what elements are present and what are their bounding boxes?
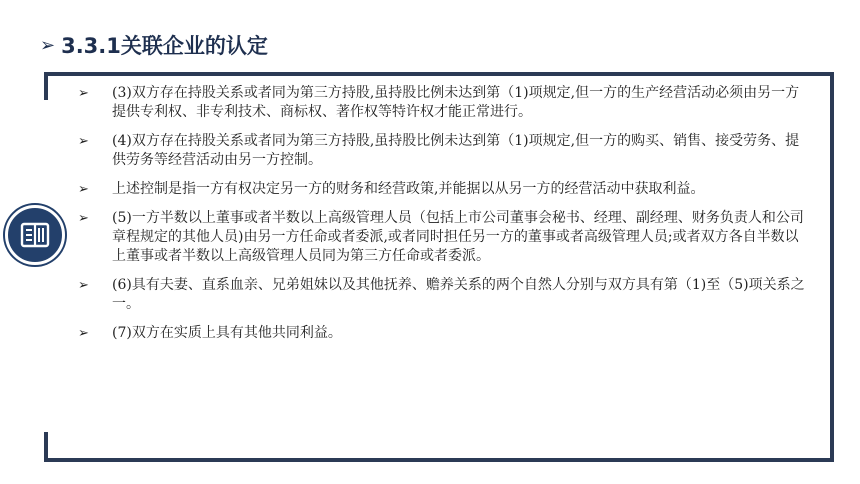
bullet-arrow-icon: ➢ bbox=[78, 278, 89, 293]
list-item-text: (5)一方半数以上董事或者半数以上高级管理人员（包括上市公司董事会秘书、经理、副经理、财务负责人和公司章程规定的其他人员)由另一方任命或者委派,或者同时担任另一方的董事或者高级管理人员;或者双方各自半数以上董事或者半数以上高级管理人员同为第三方任命或者委派。 bbox=[112, 210, 804, 264]
book-icon bbox=[5, 205, 65, 265]
bullet-arrow-icon: ➢ bbox=[78, 86, 89, 101]
list-item bbox=[78, 132, 808, 170]
frame-left-bottom-border bbox=[44, 432, 48, 462]
content-list bbox=[78, 84, 808, 353]
list-item bbox=[78, 84, 808, 122]
frame-right-border bbox=[830, 72, 834, 462]
bullet-arrow-icon: ➢ bbox=[78, 182, 89, 197]
list-item-text: (7)双方在实质上具有其他共同利益。 bbox=[112, 325, 342, 341]
list-item bbox=[78, 209, 808, 266]
title-text: 3.3.1关联企业的认定 bbox=[61, 34, 268, 58]
bullet-arrow-icon: ➢ bbox=[78, 134, 89, 149]
frame-bottom-border bbox=[44, 458, 834, 462]
frame-left-top-border bbox=[44, 72, 48, 100]
list-item bbox=[78, 180, 808, 199]
list-item-text: (4)双方存在持股关系或者同为第三方持股,虽持股比例未达到第（1)项规定,但一方的购买、销售、接受劳务、提供劳务等经营活动由另一方控制。 bbox=[112, 133, 800, 168]
bullet-arrow-icon: ➢ bbox=[78, 326, 89, 341]
list-item-text: 上述控制是指一方有权决定另一方的财务和经营政策,并能据以从另一方的经营活动中获取利益。 bbox=[112, 181, 705, 197]
list-item bbox=[78, 276, 808, 314]
bullet-arrow-icon: ➢ bbox=[78, 211, 89, 226]
title-arrow-icon: ➢ bbox=[40, 34, 56, 56]
slide-title bbox=[40, 30, 268, 60]
frame-top-border bbox=[44, 72, 834, 76]
list-item-text: (3)双方存在持股关系或者同为第三方持股,虽持股比例未达到第（1)项规定,但一方的生产经营活动必须由另一方提供专利权、非专利技术、商标权、著作权等特许权才能正常进行。 bbox=[112, 85, 800, 120]
list-item-text: (6)具有夫妻、直系血亲、兄弟姐妹以及其他抚养、赡养关系的两个自然人分别与双方具有第（1)至（5)项关系之一。 bbox=[112, 277, 805, 312]
list-item bbox=[78, 324, 808, 343]
